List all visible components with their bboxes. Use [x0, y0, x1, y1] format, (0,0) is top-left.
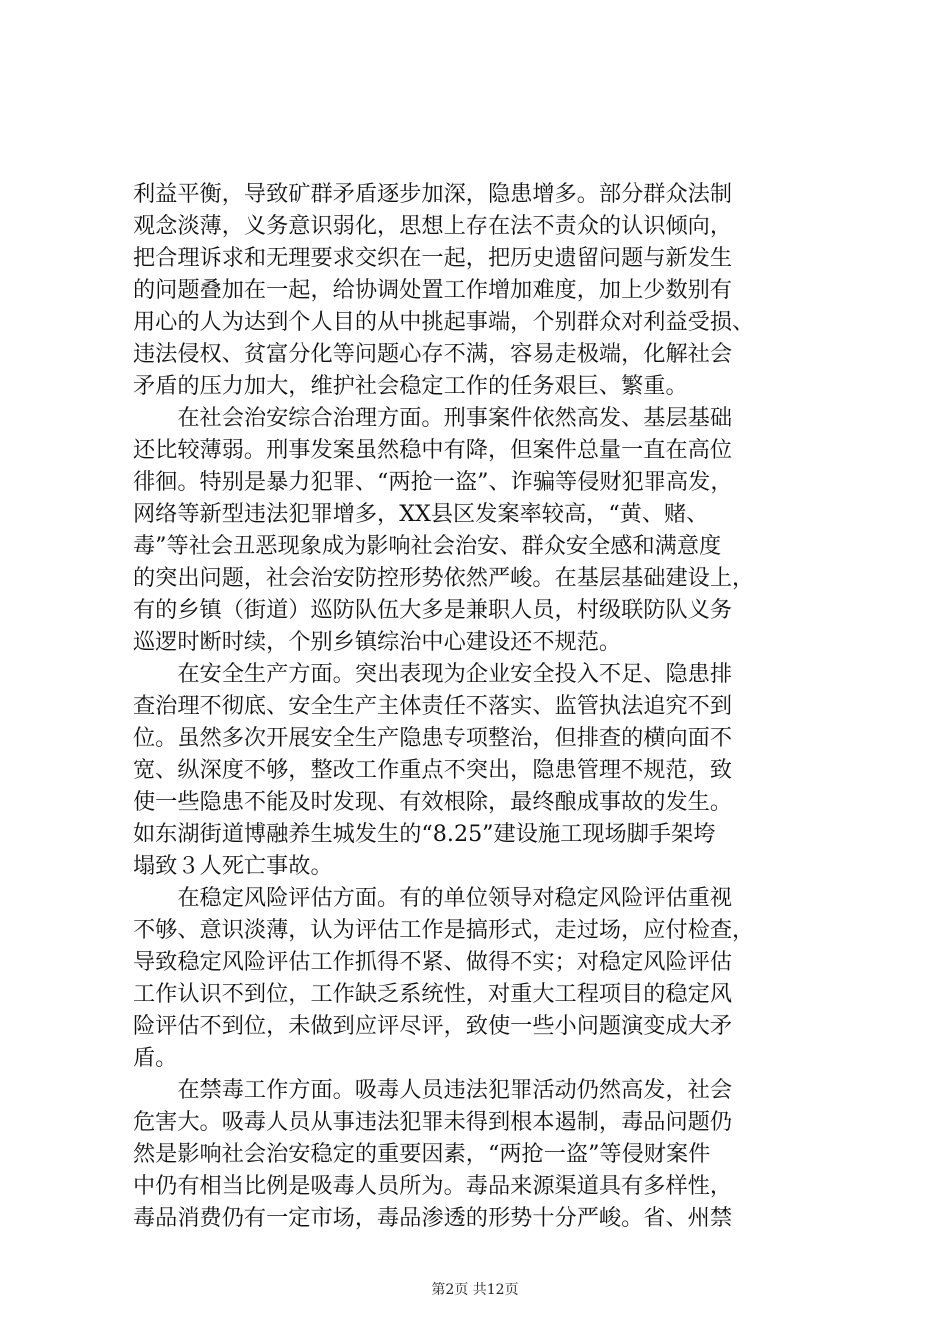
text-line: 导致稳定风险评估工作抓得不紧、做得不实；对稳定风险评估: [133, 949, 733, 975]
text-line: 有的乡镇（街道）巡防队伍大多是兼职人员，村级联防队义务: [133, 597, 733, 623]
text-line: 利益平衡，导致矿群矛盾逐步加深，隐患增多。部分群众法制: [133, 181, 733, 207]
text-line: 网络等新型违法犯罪增多，XX县区发案率较高，“黄、赌、: [133, 501, 709, 527]
document-body: [133, 178, 833, 1234]
text-line: 违法侵权、贫富分化等问题心存不满，容易走极端，化解社会: [133, 341, 733, 367]
text-line: 用心的人为达到个人目的从中挑起事端，个别群众对利益受损、: [133, 309, 755, 335]
text-line: 毒”等社会丑恶现象成为影响社会治安、群众安全感和满意度: [133, 533, 722, 559]
text-line: 在社会治安综合治理方面。刑事案件依然高发、基层基础: [133, 405, 733, 431]
text-line: 中仍有相当比例是吸毒人员所为。毒品来源渠道具有多样性，: [133, 1173, 733, 1199]
text-line: 如东湖街道博融养生城发生的“8.25”建设施工现场脚手架垮: [133, 821, 716, 847]
text-line: 在稳定风险评估方面。有的单位领导对稳定风险评估重视: [133, 885, 733, 911]
text-line: 的突出问题，社会治安防控形势依然严峻。在基层基础建设上，: [133, 565, 755, 591]
text-line: 在禁毒工作方面。吸毒人员违法犯罪活动仍然高发，社会: [133, 1077, 733, 1103]
text-line: 不够、意识淡薄，认为评估工作是搞形式，走过场，应付检查，: [133, 917, 755, 943]
text-line: 盾。: [133, 1045, 178, 1071]
text-line: 工作认识不到位，工作缺乏系统性，对重大工程项目的稳定风: [133, 981, 733, 1007]
text-line: 观念淡薄，义务意识弱化，思想上存在法不责众的认识倾向，: [133, 213, 733, 239]
text-line: 巡逻时断时续，个别乡镇综治中心建设还不规范。: [133, 629, 622, 655]
text-line: 还比较薄弱。刑事发案虽然稳中有降，但案件总量一直在高位: [133, 437, 733, 463]
text-line: 然是影响社会治安稳定的重要因素，“两抢一盗”等侵财案件: [133, 1141, 711, 1167]
text-line: 毒品消费仍有一定市场，毒品渗透的形势十分严峻。省、州禁: [133, 1205, 733, 1231]
text-line: 把合理诉求和无理要求交织在一起，把历史遗留问题与新发生: [133, 245, 733, 271]
text-line: 矛盾的压力加大，维护社会稳定工作的任务艰巨、繁重。: [133, 373, 688, 399]
page-footer: 第2页 共12页: [431, 1282, 519, 1298]
text-line: 徘徊。特别是暴力犯罪、“两抢一盗”、诈骗等侵财犯罪高发，: [133, 469, 733, 495]
text-line: 查治理不彻底、安全生产主体责任不落实、监管执法追究不到: [133, 693, 733, 719]
text-line: 位。虽然多次开展安全生产隐患专项整治，但排查的横向面不: [133, 725, 733, 751]
text-line: 塌致３人死亡事故。: [133, 853, 333, 879]
text-line: 危害大。吸毒人员从事违法犯罪未得到根本遏制，毒品问题仍: [133, 1109, 733, 1135]
text-line: 宽、纵深度不够，整改工作重点不突出，隐患管理不规范，致: [133, 757, 733, 783]
text-line: 险评估不到位，未做到应评尽评，致使一些小问题演变成大矛: [133, 1013, 733, 1039]
text-line: 的问题叠加在一起，给协调处置工作增加难度，加上少数别有: [133, 277, 733, 303]
text-line: 在安全生产方面。突出表现为企业安全投入不足、隐患排: [133, 661, 733, 687]
text-line: 使一些隐患不能及时发现、有效根除，最终酿成事故的发生。: [133, 789, 733, 815]
